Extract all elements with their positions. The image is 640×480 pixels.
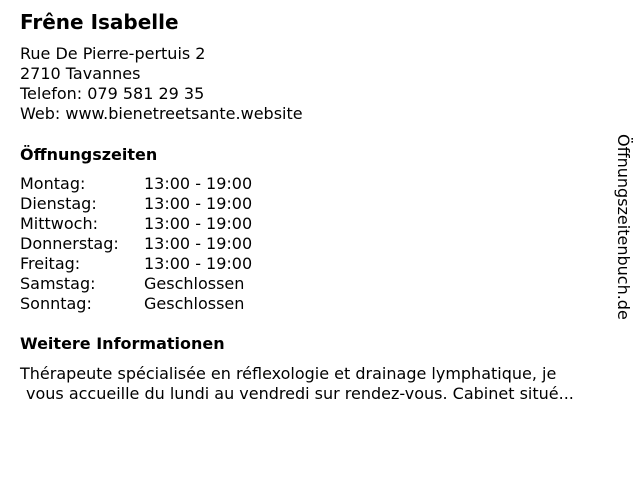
business-address (20, 44, 303, 124)
business-name: Frêne Isabelle (20, 10, 179, 34)
more-info-text (20, 364, 620, 404)
street-address: Rue De Pierre-pertuis 2 (20, 44, 206, 63)
hours-value: Geschlossen (144, 294, 245, 313)
city: 2710 Tavannes (20, 64, 141, 83)
phone-number: Telefon: 079 581 29 35 (20, 84, 205, 103)
more-info-line: Thérapeute spécialisée en réflexologie et drainage lymphatique, je (20, 364, 557, 383)
day-label: Samstag: (20, 274, 96, 293)
hours-value: Geschlossen (144, 274, 245, 293)
day-label: Montag: (20, 174, 86, 193)
website: Web: www.bienetreetsante.website (20, 104, 303, 123)
more-info-line: vous accueille du lundi au vendredi sur rendez-vous. Cabinet situé... (26, 384, 574, 403)
opening-hours-heading: Öffnungszeiten (20, 145, 158, 164)
day-label: Freitag: (20, 254, 81, 273)
hours-value: 13:00 - 19:00 (144, 194, 253, 213)
hours-value: 13:00 - 19:00 (144, 174, 253, 193)
day-label: Donnerstag: (20, 234, 119, 253)
more-info-heading: Weitere Informationen (20, 334, 225, 353)
hours-value: 13:00 - 19:00 (144, 214, 253, 233)
brand-watermark: Öffnungszeitenbuch.de (614, 134, 633, 320)
day-label: Mittwoch: (20, 214, 98, 233)
day-label: Dienstag: (20, 194, 97, 213)
day-label: Sonntag: (20, 294, 92, 313)
hours-value: 13:00 - 19:00 (144, 234, 253, 253)
hours-value: 13:00 - 19:00 (144, 254, 253, 273)
